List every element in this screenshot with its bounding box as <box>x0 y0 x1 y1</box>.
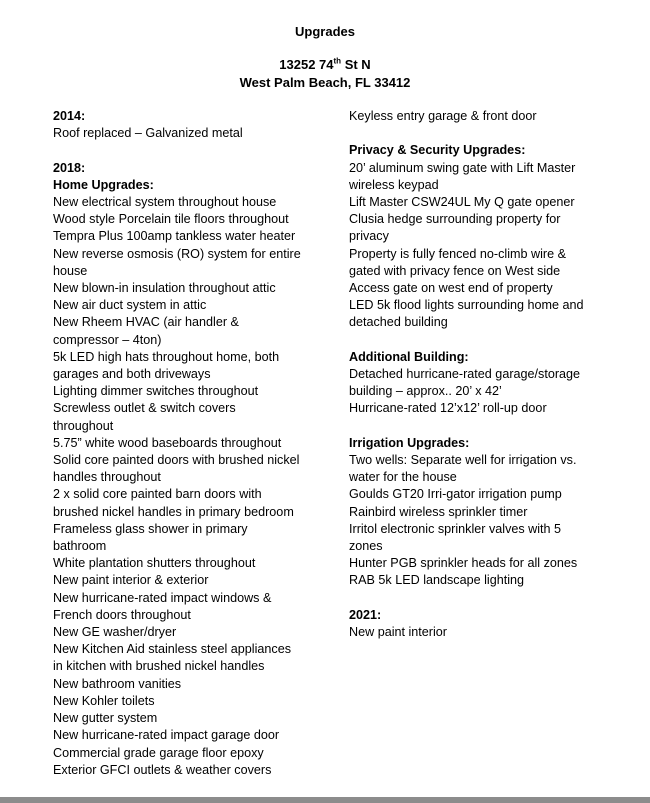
roof-item: Roof replaced – Galvanized metal <box>53 126 243 141</box>
list-item: New electrical system throughout house <box>53 195 277 209</box>
list-item: Irritol electronic sprinkler valves with 5 <box>349 521 562 536</box>
list-item: New GE washer/dryer <box>53 625 177 640</box>
year-2021-heading: 2021: <box>349 607 382 622</box>
list-item: compressor – 4ton) <box>53 332 162 347</box>
keyless-entry-item: Keyless entry garage & front door <box>349 109 537 123</box>
list-item: wireless keypad <box>349 177 439 192</box>
list-item: house <box>53 263 88 278</box>
list-item: building – approx.. 20’ x 42’ <box>349 384 502 399</box>
paint-item: New paint interior <box>349 625 447 640</box>
address-number: 13252 74 <box>279 57 334 72</box>
list-item: Lift Master CSW24UL My Q gate opener <box>349 195 575 209</box>
list-item: New hurricane-rated impact windows & <box>53 590 272 605</box>
address-line-1 <box>0 57 650 72</box>
list-item: Access gate on west end of property <box>349 281 553 296</box>
list-item: New Kitchen Aid stainless steel appliances <box>53 642 292 657</box>
list-item: Wood style Porcelain tile floors throughout <box>53 212 289 227</box>
right-column <box>349 108 604 641</box>
document-title: Upgrades <box>295 24 355 39</box>
list-item: 2 x solid core painted barn doors with <box>53 487 262 502</box>
privacy-heading: Privacy & Security Upgrades: <box>349 143 526 158</box>
list-item: zones <box>349 539 383 554</box>
irrigation-heading: Irrigation Upgrades: <box>349 435 470 450</box>
list-item: New air duct system in attic <box>53 298 207 313</box>
year-2018-heading: 2018: <box>53 160 86 175</box>
list-item: Screwless outlet & switch covers <box>53 401 236 416</box>
list-item: garages and both driveways <box>53 367 211 382</box>
irrigation-list <box>349 452 604 590</box>
address-street: St N <box>341 57 371 72</box>
list-item: 5.75” white wood baseboards throughout <box>53 435 282 450</box>
list-item: Hurricane-rated 12’x12’ roll-up door <box>349 401 547 416</box>
list-item: 20’ aluminum swing gate with Lift Master <box>349 160 576 175</box>
list-item: Goulds GT20 Irri-gator irrigation pump <box>349 487 562 502</box>
list-item: throughout <box>53 418 114 433</box>
list-item: Property is fully fenced no-climb wire & <box>349 246 566 261</box>
address-line-2: West Palm Beach, FL 33412 <box>239 75 411 90</box>
list-item: Rainbird wireless sprinkler timer <box>349 504 528 519</box>
list-item: Solid core painted doors with brushed nickel <box>53 453 300 468</box>
list-item: LED 5k flood lights surrounding home and <box>349 298 584 313</box>
privacy-list <box>349 160 604 332</box>
left-column <box>53 108 313 779</box>
spacer <box>349 590 604 607</box>
list-item: Commercial grade garage floor epoxy <box>53 745 264 760</box>
list-item: handles throughout <box>53 470 161 485</box>
building-list <box>349 366 604 418</box>
list-item: Two wells: Separate well for irrigation vs. <box>349 453 577 468</box>
list-item: New blown-in insulation throughout attic <box>53 281 276 296</box>
list-item: New paint interior & exterior <box>53 573 209 588</box>
spacer <box>349 332 604 349</box>
list-item: 5k LED high hats throughout home, both <box>53 349 280 364</box>
list-item: White plantation shutters throughout <box>53 556 256 571</box>
list-item: New reverse osmosis (RO) system for entire <box>53 246 301 261</box>
list-item: Clusia hedge surrounding property for <box>349 212 561 227</box>
list-item: Detached hurricane-rated garage/storage <box>349 367 581 382</box>
list-item: bathroom <box>53 539 107 554</box>
spacer <box>349 418 604 435</box>
list-item: New gutter system <box>53 711 158 726</box>
list-item: Tempra Plus 100amp tankless water heater <box>53 229 296 244</box>
address-suffix: th <box>333 56 342 66</box>
building-heading: Additional Building: <box>349 349 469 364</box>
list-item: New Rheem HVAC (air handler & <box>53 315 239 330</box>
home-upgrades-list <box>53 194 313 779</box>
list-item: water for the house <box>349 470 457 485</box>
list-item: detached building <box>349 315 448 330</box>
list-item: Frameless glass shower in primary <box>53 521 248 536</box>
spacer <box>53 142 313 159</box>
list-item: Lighting dimmer switches throughout <box>53 384 259 399</box>
list-item: privacy <box>349 229 389 244</box>
list-item: gated with privacy fence on West side <box>349 263 561 278</box>
spacer <box>349 125 604 142</box>
list-item: Hunter PGB sprinkler heads for all zones <box>349 556 578 571</box>
list-item: in kitchen with brushed nickel handles <box>53 659 265 674</box>
bottom-scrollbar-edge <box>0 797 650 803</box>
year-2014-heading: 2014: <box>53 109 86 123</box>
list-item: New hurricane-rated impact garage door <box>53 728 280 743</box>
list-item: RAB 5k LED landscape lighting <box>349 573 525 588</box>
list-item: Exterior GFCI outlets & weather covers <box>53 762 272 777</box>
home-upgrades-heading: Home Upgrades: <box>53 177 154 192</box>
list-item: New bathroom vanities <box>53 676 182 691</box>
list-item: brushed nickel handles in primary bedroom <box>53 504 294 519</box>
list-item: French doors throughout <box>53 607 191 622</box>
list-item: New Kohler toilets <box>53 693 155 708</box>
